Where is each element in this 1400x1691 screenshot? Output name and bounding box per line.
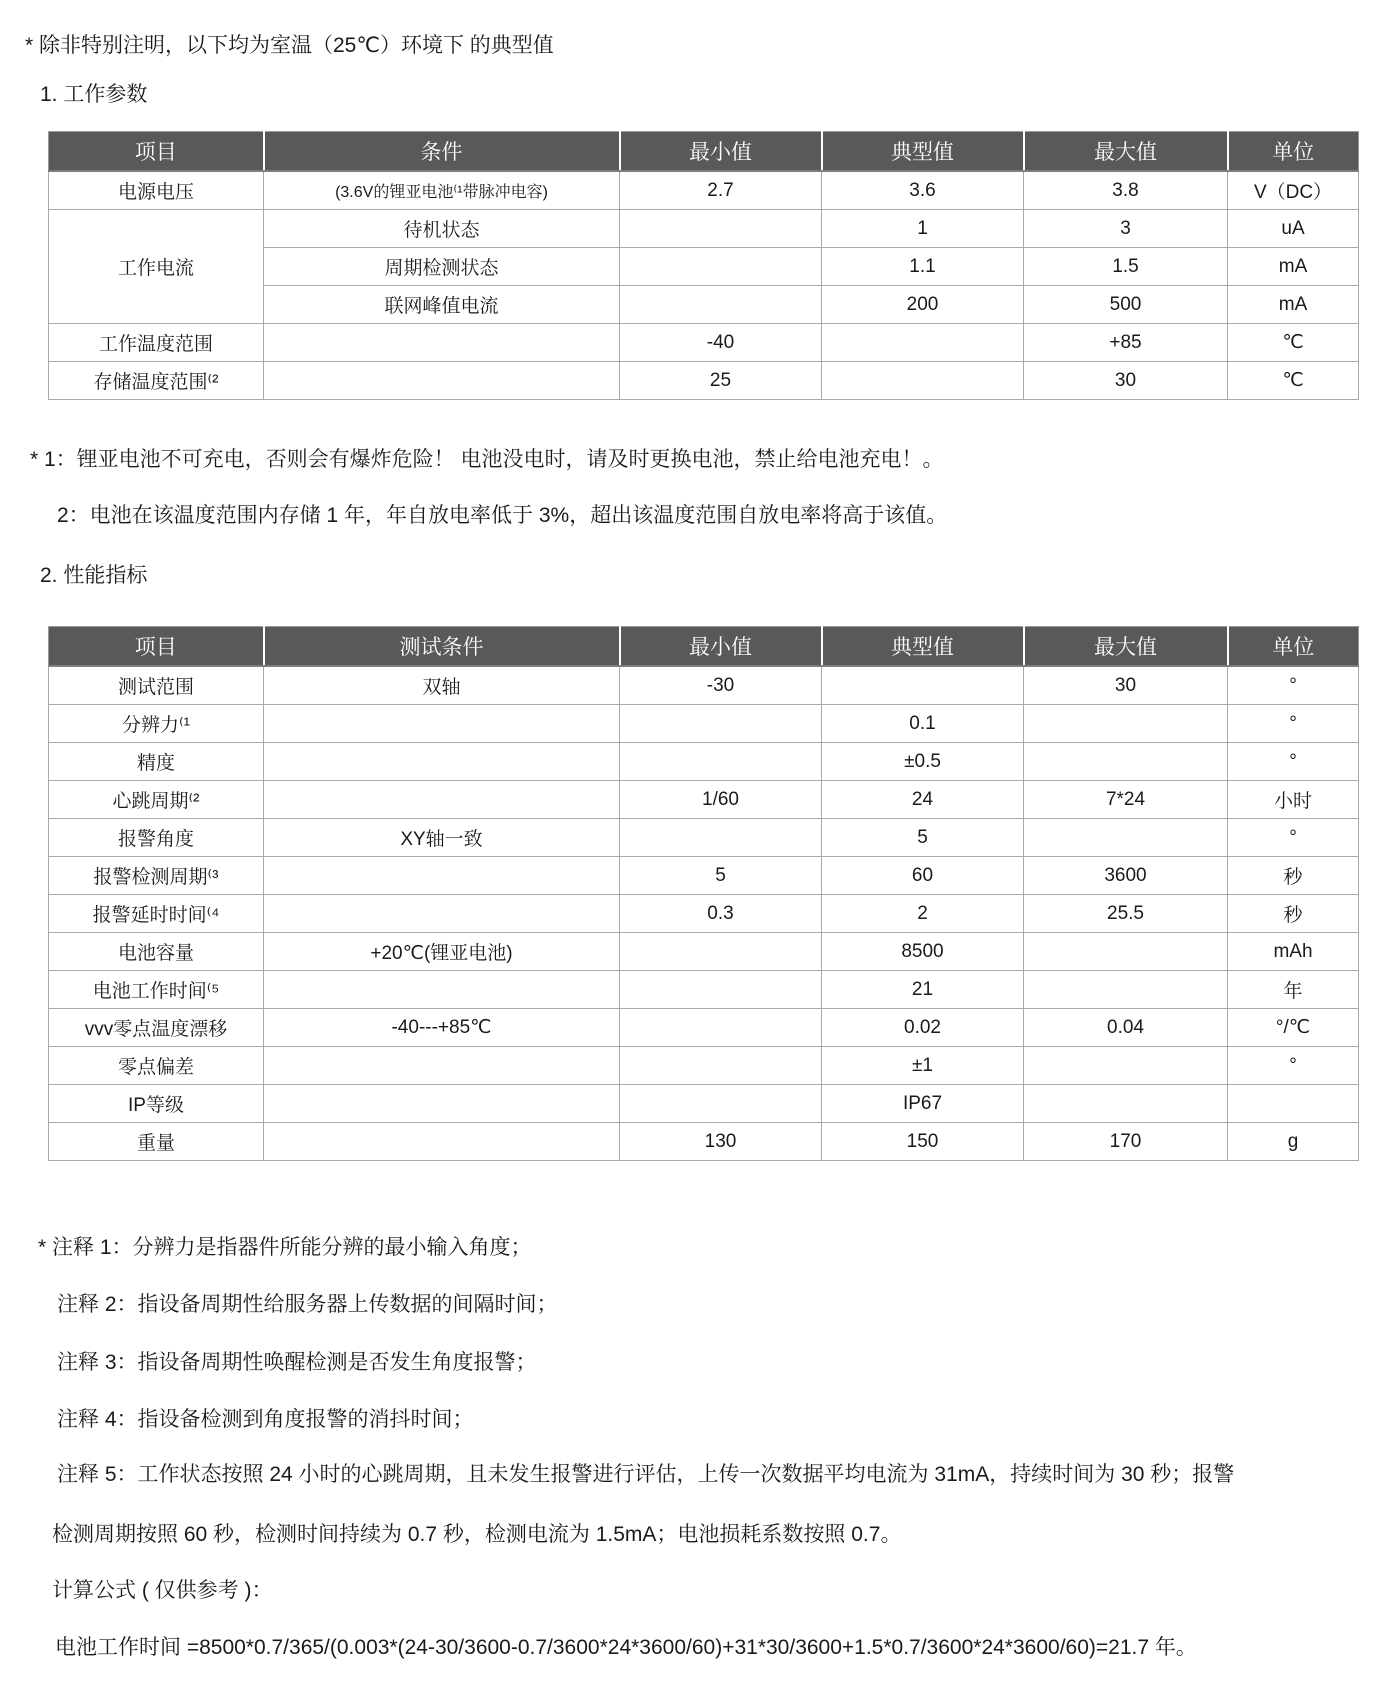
- table-cell: XY轴一致: [264, 819, 620, 857]
- table-cell: 周期检测状态: [264, 248, 620, 286]
- column-header-test-condition: 测试条件: [264, 627, 620, 667]
- column-header-typical: 典型值: [822, 627, 1024, 667]
- operating-parameters-table: [48, 131, 1359, 400]
- table-cell: ℃: [1228, 324, 1359, 362]
- table-cell: [264, 705, 620, 743]
- table-header-row: [49, 627, 1359, 667]
- table-cell: 1.1: [822, 248, 1024, 286]
- remark-3: 注释 3：指设备周期性唤醒检测是否发生角度报警；: [57, 1351, 537, 1374]
- table-cell: 联网峰值电流: [264, 286, 620, 324]
- table-cell: 2: [822, 895, 1024, 933]
- battery-life-formula: 电池工作时间 =8500*0.7/365/(0.003*(24-30/3600-0.7/3600*24*3600/60)+31*30/3600+1.5*0.7/3600*24*3600/60)=21.7 年。: [55, 1636, 1197, 1659]
- table-cell: mAh: [1228, 933, 1359, 971]
- column-header-max: 最大值: [1024, 132, 1228, 172]
- table-row: [49, 362, 1359, 400]
- table-cell: 0.02: [822, 1009, 1024, 1047]
- table-cell: vvv零点温度漂移: [49, 1009, 264, 1047]
- table-cell: 零点偏差: [49, 1047, 264, 1085]
- table-cell: [264, 324, 620, 362]
- table-row: [49, 933, 1359, 971]
- column-header-condition: 条件: [264, 132, 620, 172]
- table-cell: [620, 286, 822, 324]
- table-cell: IP67: [822, 1085, 1024, 1123]
- table-cell: 60: [822, 857, 1024, 895]
- table-cell: 1: [822, 210, 1024, 248]
- table-cell: 3: [1024, 210, 1228, 248]
- table-cell: 电源电压: [49, 171, 264, 210]
- table-cell: [1228, 1085, 1359, 1123]
- table-cell: [620, 743, 822, 781]
- table-cell: 重量: [49, 1123, 264, 1161]
- formula-label: 计算公式 ( 仅供参考 )：: [52, 1579, 273, 1602]
- table-cell: [620, 248, 822, 286]
- table-row: [49, 819, 1359, 857]
- table-cell: 3.8: [1024, 171, 1228, 210]
- table-cell: 0.04: [1024, 1009, 1228, 1047]
- table-cell: 150: [822, 1123, 1024, 1161]
- table-row: [49, 666, 1359, 705]
- table-cell: 1.5: [1024, 248, 1228, 286]
- remark-2: 注释 2：指设备周期性给服务器上传数据的间隔时间；: [57, 1293, 558, 1316]
- table-cell: IP等级: [49, 1085, 264, 1123]
- remark-5-line1: 注释 5：工作状态按照 24 小时的心跳周期，且未发生报警进行评估，上传一次数据平均电流为 31mA，持续时间为 30 秒；报警: [57, 1463, 1235, 1486]
- table-cell: 0.1: [822, 705, 1024, 743]
- table-cell: 5: [620, 857, 822, 895]
- table-row: [49, 895, 1359, 933]
- table-cell: 2.7: [620, 171, 822, 210]
- table-cell: V（DC）: [1228, 171, 1359, 210]
- table-cell: [264, 362, 620, 400]
- top-note: * 除非特别注明，以下均为室温（25℃）环境下 的典型值: [25, 34, 554, 57]
- column-header-min: 最小值: [620, 132, 822, 172]
- table-cell: 心跳周期⁽²: [49, 781, 264, 819]
- table-cell: 25.5: [1024, 895, 1228, 933]
- section-title-operating-parameters: 1. 工作参数: [40, 83, 148, 106]
- table-row: [49, 781, 1359, 819]
- table-cell: °: [1228, 743, 1359, 781]
- table-cell: +85: [1024, 324, 1228, 362]
- remark-5-line2: 检测周期按照 60 秒，检测时间持续为 0.7 秒，检测电流为 1.5mA；电池损耗系数按照 0.7。: [52, 1523, 902, 1546]
- table-cell: 秒: [1228, 895, 1359, 933]
- table-cell: 报警延时时间⁽⁴: [49, 895, 264, 933]
- table-header-row: [49, 132, 1359, 172]
- table-cell: [620, 1047, 822, 1085]
- table-cell: [822, 324, 1024, 362]
- table-cell: [1024, 1047, 1228, 1085]
- table-cell: 测试范围: [49, 666, 264, 705]
- table-row: [49, 171, 1359, 210]
- table-cell: ℃: [1228, 362, 1359, 400]
- table-cell: °/℃: [1228, 1009, 1359, 1047]
- column-header-max: 最大值: [1024, 627, 1228, 667]
- table-cell: 1/60: [620, 781, 822, 819]
- table-cell: 报警角度: [49, 819, 264, 857]
- table-cell: 170: [1024, 1123, 1228, 1161]
- table-cell: mA: [1228, 286, 1359, 324]
- table-cell: 30: [1024, 362, 1228, 400]
- column-header-item: 项目: [49, 132, 264, 172]
- table-cell: [264, 781, 620, 819]
- table-row: [49, 324, 1359, 362]
- table-cell: [620, 819, 822, 857]
- remark-1: * 注释 1：分辨力是指器件所能分辨的最小输入角度；: [38, 1236, 532, 1259]
- table-cell: [264, 743, 620, 781]
- table-cell: [620, 933, 822, 971]
- table-cell: [1024, 705, 1228, 743]
- table-cell: [822, 666, 1024, 705]
- table-cell: [620, 971, 822, 1009]
- table-cell: °: [1228, 1047, 1359, 1085]
- column-header-min: 最小值: [620, 627, 822, 667]
- table-cell: 5: [822, 819, 1024, 857]
- table-cell: 8500: [822, 933, 1024, 971]
- table-cell: -30: [620, 666, 822, 705]
- table-cell: [620, 1085, 822, 1123]
- table-cell: -40---+85℃: [264, 1009, 620, 1047]
- table-cell: 秒: [1228, 857, 1359, 895]
- table-cell: [620, 705, 822, 743]
- column-header-item: 项目: [49, 627, 264, 667]
- table-cell: [1024, 743, 1228, 781]
- table-cell: 年: [1228, 971, 1359, 1009]
- table-cell: [264, 857, 620, 895]
- table-cell: [620, 1009, 822, 1047]
- table-cell: ±1: [822, 1047, 1024, 1085]
- column-header-unit: 单位: [1228, 627, 1359, 667]
- column-header-typical: 典型值: [822, 132, 1024, 172]
- table-cell: 电池容量: [49, 933, 264, 971]
- table-row: [49, 210, 1359, 248]
- table-cell: [1024, 819, 1228, 857]
- table-cell: 30: [1024, 666, 1228, 705]
- table-cell: 25: [620, 362, 822, 400]
- table-cell: 工作温度范围: [49, 324, 264, 362]
- table-cell: [264, 1047, 620, 1085]
- table-cell: 报警检测周期⁽³: [49, 857, 264, 895]
- table-row: [49, 857, 1359, 895]
- table-cell: 双轴: [264, 666, 620, 705]
- section-title-performance-specs: 2. 性能指标: [40, 564, 148, 587]
- performance-specs-table: [48, 626, 1359, 1161]
- table-cell: 130: [620, 1123, 822, 1161]
- table-cell: ±0.5: [822, 743, 1024, 781]
- footnote-2: 2：电池在该温度范围内存储 1 年，年自放电率低于 3%，超出该温度范围自放电率将高于该值。: [57, 504, 948, 527]
- table-cell: 24: [822, 781, 1024, 819]
- table-row: [49, 1009, 1359, 1047]
- table-cell: -40: [620, 324, 822, 362]
- table-cell: 工作电流: [49, 210, 264, 324]
- table-cell: uA: [1228, 210, 1359, 248]
- table-row: [49, 743, 1359, 781]
- table-cell: [1024, 933, 1228, 971]
- table-cell: 3600: [1024, 857, 1228, 895]
- table-row: [49, 705, 1359, 743]
- table-cell: [264, 1123, 620, 1161]
- table-cell: [264, 895, 620, 933]
- table-cell: [264, 1085, 620, 1123]
- table-cell: [620, 210, 822, 248]
- table-cell: (3.6V的锂亚电池⁽¹带脉冲电容): [264, 171, 620, 210]
- table-cell: 待机状态: [264, 210, 620, 248]
- table-cell: °: [1228, 666, 1359, 705]
- table-cell: [264, 971, 620, 1009]
- table-cell: [822, 362, 1024, 400]
- table-cell: 200: [822, 286, 1024, 324]
- table-cell: 21: [822, 971, 1024, 1009]
- table-cell: 小时: [1228, 781, 1359, 819]
- column-header-unit: 单位: [1228, 132, 1359, 172]
- table-cell: 500: [1024, 286, 1228, 324]
- table-cell: mA: [1228, 248, 1359, 286]
- table-cell: 7*24: [1024, 781, 1228, 819]
- table-cell: °: [1228, 705, 1359, 743]
- table-cell: °: [1228, 819, 1359, 857]
- table-row: [49, 1085, 1359, 1123]
- table-cell: 3.6: [822, 171, 1024, 210]
- table-cell: 电池工作时间⁽⁵: [49, 971, 264, 1009]
- table-cell: 0.3: [620, 895, 822, 933]
- table-row: [49, 1047, 1359, 1085]
- table-cell: 存储温度范围⁽²: [49, 362, 264, 400]
- table-row: [49, 971, 1359, 1009]
- table-cell: [1024, 971, 1228, 1009]
- remark-4: 注释 4：指设备检测到角度报警的消抖时间；: [57, 1408, 474, 1431]
- table-row: [49, 1123, 1359, 1161]
- table-cell: [1024, 1085, 1228, 1123]
- table-cell: +20℃(锂亚电池): [264, 933, 620, 971]
- table-cell: 精度: [49, 743, 264, 781]
- table-cell: g: [1228, 1123, 1359, 1161]
- footnote-1: * 1：锂亚电池不可充电，否则会有爆炸危险！ 电池没电时，请及时更换电池，禁止给电池充电！。: [30, 448, 944, 471]
- table-cell: 分辨力⁽¹: [49, 705, 264, 743]
